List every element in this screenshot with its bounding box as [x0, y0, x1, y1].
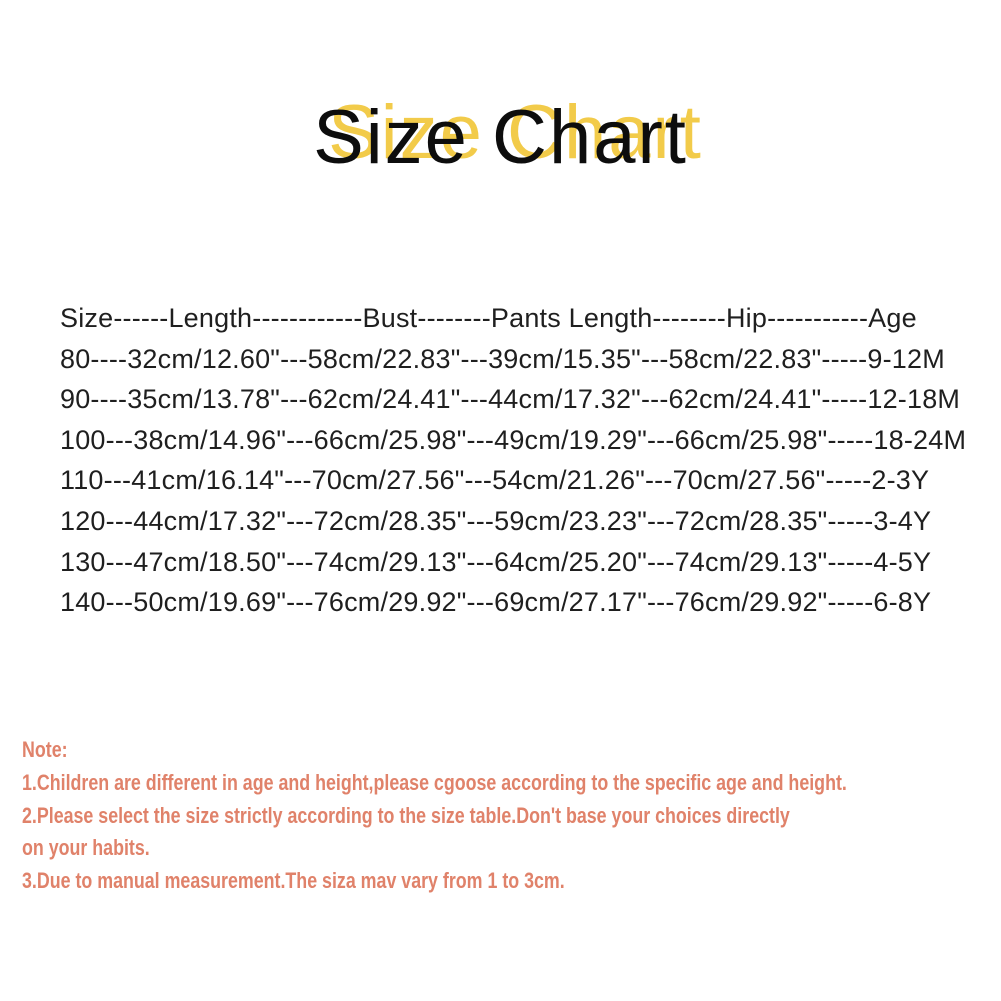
notes-heading: Note:	[22, 737, 68, 762]
page-title: Size Chart	[313, 95, 688, 180]
table-row: 110---41cm/16.14"---70cm/27.56"---54cm/21.26"---70cm/27.56"-----2-3Y	[60, 465, 930, 496]
table-row: 130---47cm/18.50"---74cm/29.13"---64cm/25.20"---74cm/29.13"-----4-5Y	[60, 546, 932, 577]
table-row: 100---38cm/14.96"---66cm/25.98"---49cm/19.29"---66cm/25.98"-----18-24M	[60, 424, 967, 455]
table-row: 80----32cm/12.60"---58cm/22.83"---39cm/15.35"---58cm/22.83"-----9-12M	[60, 343, 945, 374]
note-line: on your habits.	[22, 835, 150, 861]
notes-section	[22, 734, 1001, 898]
note-line: 3.Due to manual measurement.The siza mav vary from 1 to 3cm.	[22, 868, 565, 894]
size-chart-table	[60, 298, 966, 623]
note-line: 2.Please select the size strictly according to the size table.Don't base your choices directly	[22, 802, 790, 828]
note-line: 1.Children are different in age and height,please cgoose according to the specific age and height.	[22, 769, 847, 795]
table-header-row: Size------Length------------Bust--------Pants Length--------Hip-----------Age	[60, 303, 917, 333]
table-row: 90----35cm/13.78"---62cm/24.41"---44cm/17.32"---62cm/24.41"-----12-18M	[60, 384, 961, 415]
table-row: 140---50cm/19.69"---76cm/29.92"---69cm/27.17"---76cm/29.92"-----6-8Y	[60, 587, 932, 618]
table-row: 120---44cm/17.32"---72cm/28.35"---59cm/23.23"---72cm/28.35"-----3-4Y	[60, 505, 932, 536]
